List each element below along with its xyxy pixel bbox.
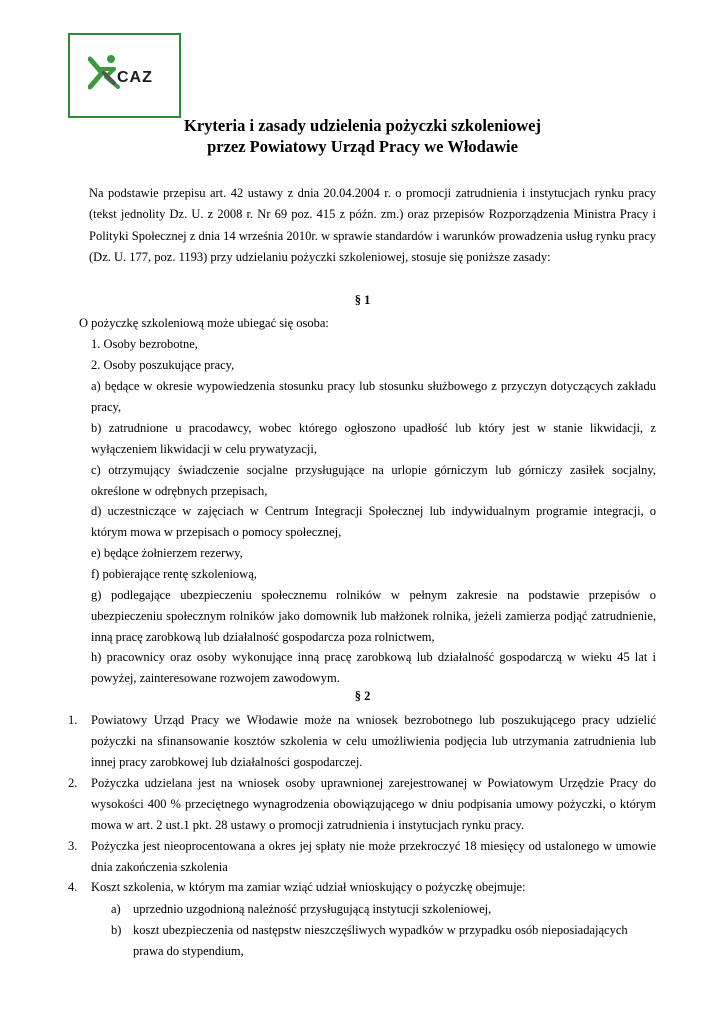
section-1-item-a: a) będące w okresie wypowiedzenia stosunku pracy lub stosunku służbowego z przyczyn dotyczących zakładu pracy, <box>91 379 656 414</box>
section-2-sub-a-letter: a) <box>111 902 121 916</box>
section-2-sub-b: koszt ubezpieczenia od następstw nieszczęśliwych wypadków w przypadku osób nieposiadających prawa do stypendium, <box>133 923 628 958</box>
section-2-item-3: Pożyczka jest nieoprocentowana a okres jej spłaty nie może przekroczyć 18 miesięcy od ustalonego w umowie dnia zakończenia szkolenia <box>91 839 656 874</box>
section-2-item-2-number: 2. <box>68 776 78 790</box>
section-1-item-f: f) pobierające rentę szkoleniową, <box>91 567 257 581</box>
document-title-line2: przez Powiatowy Urząd Pracy we Włodawie <box>207 137 518 156</box>
section-1-item-g: g) podlegające ubezpieczeniu społecznemu rolników w pełnym zakresie na podstawie przepisów o ubezpieczeniu społecznym rolników jako domownik lub małżonek rolnika, jeżeli zamierza podjąć zatrudnienie, inną pracę zarobkową lub działalność gospodarcza poza rolnictwem, <box>91 588 656 644</box>
section-1-item-h: h) pracownicy oraz osoby wykonujące inną pracę zarobkową lub działalność gospodarczą w wieku 45 lat i powyżej, zainteresowane rozwojem zawodowym. <box>91 650 656 685</box>
section-2-item-1: Powiatowy Urząd Pracy we Włodawie może na wniosek bezrobotnego lub poszukującego pracy udzielić pożyczki na sfinansowanie kosztów szkolenia w celu umożliwienia podjęcia lub utrzymania zatrudnienia lub innej pracy zarobkowej lub działalności gospodarczej. <box>91 713 656 769</box>
section-2-sub-a: uprzednio uzgodnioną należność przysługującą instytucji szkoleniowej, <box>133 902 492 916</box>
section-1-item-2: 2. Osoby poszukujące pracy, <box>91 358 235 372</box>
section-1-item-d: d) uczestniczące w zajęciach w Centrum Integracji Społecznej lub indywidualnym programie integracji, o którym mowa w przepisach o pomocy społecznej, <box>91 504 656 539</box>
section-1-item-c: c) otrzymujący świadczenie socjalne przysługujące na urlopie górniczym lub górniczy zasiłek socjalny, określone w odrębnych przepisach, <box>91 463 656 498</box>
section-1-item-1: 1. Osoby bezrobotne, <box>91 337 198 351</box>
section-2-item-4-number: 4. <box>68 880 78 894</box>
section-2-item-1-number: 1. <box>68 713 78 727</box>
logo-text: CAZ <box>117 69 153 86</box>
section-1-item-b: b) zatrudnione u pracodawcy, wobec którego ogłoszono upadłość lub który jest w stanie likwidacji, z wyłączeniem likwidacji w celu prywatyzacji, <box>91 421 656 456</box>
section-2-sign: § 2 <box>354 689 371 703</box>
logo <box>68 33 181 118</box>
section-1-sign: § 1 <box>354 293 371 307</box>
section-1-lead: O pożyczkę szkoleniową może ubiegać się osoba: <box>79 316 329 330</box>
intro-paragraph: Na podstawie przepisu art. 42 ustawy z dnia 20.04.2004 r. o promocji zatrudnienia i instytucjach rynku pracy (tekst jednolity Dz. U. z 2008 r. Nr 69 poz. 415 z późn. zm.) oraz przepisów Rozporządzenia Ministra Pracy i Polityki Społecznej z dnia 14 września 2010r. w sprawie standardów i warunków prowadzenia usług rynku pracy (Dz. U. 177, poz. 1193) przy udzielaniu pożyczki szkoleniowej, stosuje się poniższe zasady: <box>89 186 656 264</box>
section-2-item-2: Pożyczka udzielana jest na wniosek osoby uprawnionej zarejestrowanej w Powiatowym Urzędzie Pracy do wysokości 400 % przeciętnego wynagrodzenia obowiązującego w dniu podpisania umowy pożyczki, o którym mowa w art. 2 ust.1 pkt. 28 ustawy o promocji zatrudnienia i instytucjach rynku pracy. <box>91 776 656 832</box>
section-1-item-e: e) będące żołnierzem rezerwy, <box>91 546 243 560</box>
section-2-item-4: Koszt szkolenia, w którym ma zamiar wziąć udział wnioskujący o pożyczkę obejmuje: <box>91 880 526 894</box>
section-2-item-3-number: 3. <box>68 839 78 853</box>
document-title-line1: Kryteria i zasady udzielenia pożyczki szkoleniowej <box>184 116 541 135</box>
section-2-sub-b-letter: b) <box>111 923 122 937</box>
